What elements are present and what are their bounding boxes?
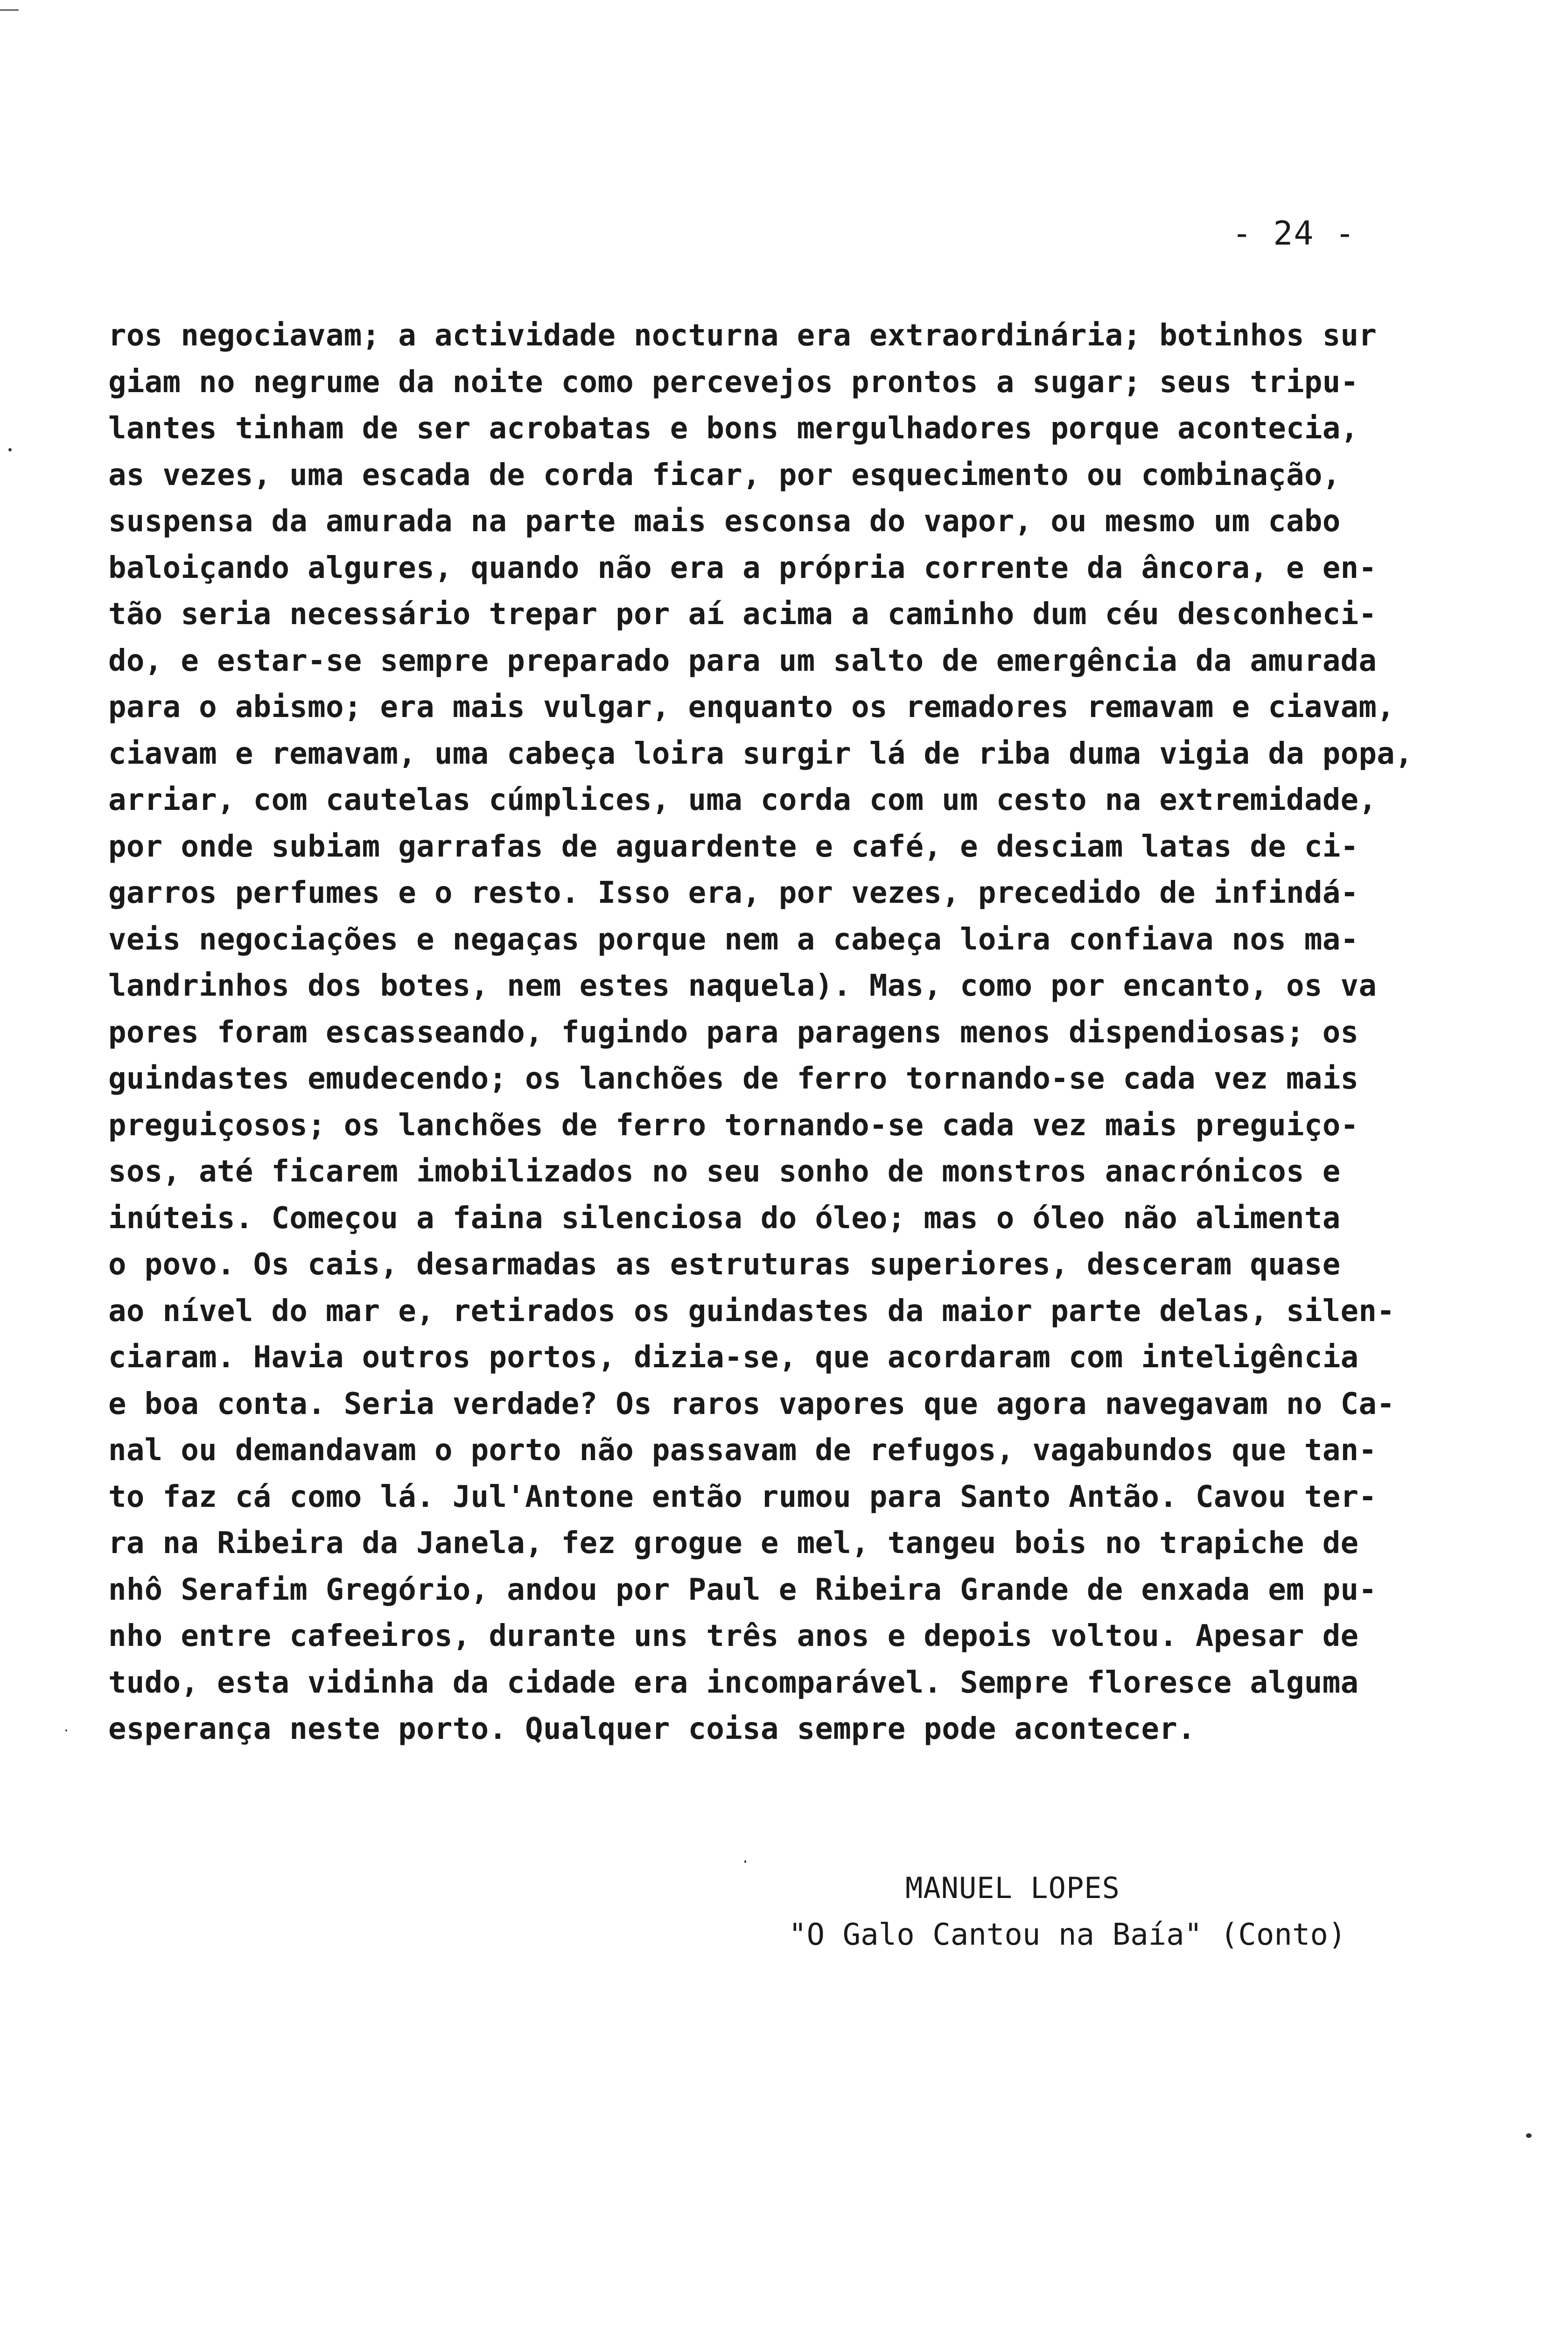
scan-speck-left-lower bbox=[65, 1729, 67, 1731]
signature-block bbox=[789, 1865, 1489, 1958]
text-line: ciavam e remavam, uma cabeça loira surgir lá de riba duma vigia da popa, bbox=[108, 736, 1413, 771]
page-number: - 24 - bbox=[1232, 214, 1356, 253]
text-line: landrinhos dos botes, nem estes naquela). Mas, como por encanto, os va bbox=[108, 969, 1377, 1003]
text-line: baloiçando algures, quando não era a própria corrente da âncora, e en- bbox=[108, 550, 1377, 585]
text-line: esperança neste porto. Qualquer coisa sempre pode acontecer. bbox=[108, 1712, 1196, 1746]
text-line: tudo, esta vidinha da cidade era incomparável. Sempre floresce alguma bbox=[108, 1665, 1359, 1700]
text-line: nho entre cafeeiros, durante uns três anos e depois voltou. Apesar de bbox=[108, 1619, 1359, 1653]
scan-speck-center bbox=[744, 1860, 746, 1863]
text-line: nhô Serafim Gregório, andou por Paul e Ribeira Grande de enxada em pu- bbox=[108, 1572, 1377, 1607]
text-line: tão seria necessário trepar por aí acima a caminho dum céu desconheci- bbox=[108, 597, 1377, 632]
text-line: ciaram. Havia outros portos, dizia-se, que acordaram com inteligência bbox=[108, 1340, 1359, 1375]
text-line: giam no negrume da noite como percevejos prontos a sugar; seus tripu- bbox=[108, 365, 1359, 400]
text-line: as vezes, uma escada de corda ficar, por esquecimento ou combinação, bbox=[108, 457, 1341, 492]
text-line: pores foram escasseando, fugindo para paragens menos dispendiosas; os bbox=[108, 1015, 1359, 1050]
scan-speck-right bbox=[1526, 2133, 1532, 2138]
text-line: para o abismo; era mais vulgar, enquanto os remadores remavam e ciavam, bbox=[108, 690, 1395, 724]
text-line: o povo. Os cais, desarmadas as estruturas superiores, desceram quase bbox=[108, 1247, 1341, 1282]
body-text bbox=[108, 313, 1480, 1753]
text-line: arriar, com cautelas cúmplices, uma corda com um cesto na extremidade, bbox=[108, 783, 1377, 817]
text-line: ao nível do mar e, retirados os guindastes da maior parte delas, silen- bbox=[108, 1294, 1395, 1329]
text-line: veis negociações e negaças porque nem a cabeça loira confiava nos ma- bbox=[108, 922, 1359, 957]
scan-mark-top-left bbox=[0, 9, 19, 11]
text-line: por onde subiam garrafas de aguardente e café, e desciam latas de ci- bbox=[108, 829, 1359, 864]
source-citation: "O Galo Cantou na Baía" (Conto) bbox=[789, 1918, 1346, 1952]
text-line: suspensa da amurada na parte mais esconsa do vapor, ou mesmo um cabo bbox=[108, 504, 1341, 539]
text-line: preguiçosos; os lanchões de ferro tornando-se cada vez mais preguiço- bbox=[108, 1108, 1359, 1143]
text-line: ros negociavam; a actividade nocturna era extraordinária; botinhos sur bbox=[108, 318, 1377, 353]
text-line: guindastes emudecendo; os lanchões de ferro tornando-se cada vez mais bbox=[108, 1062, 1359, 1096]
scan-speck-left bbox=[8, 448, 12, 451]
text-line: e boa conta. Seria verdade? Os raros vapores que agora navegavam no Ca- bbox=[108, 1386, 1395, 1421]
text-line: to faz cá como lá. Jul'Antone então rumou para Santo Antão. Cavou ter- bbox=[108, 1479, 1377, 1514]
author-name: MANUEL LOPES bbox=[905, 1871, 1120, 1905]
text-line: ra na Ribeira da Janela, fez grogue e mel, tangeu bois no trapiche de bbox=[108, 1526, 1359, 1561]
text-line: do, e estar-se sempre preparado para um salto de emergência da amurada bbox=[108, 643, 1377, 678]
text-line: garros perfumes e o resto. Isso era, por vezes, precedido de infindá- bbox=[108, 876, 1359, 910]
text-line: lantes tinham de ser acrobatas e bons mergulhadores porque acontecia, bbox=[108, 411, 1359, 446]
text-line: sos, até ficarem imobilizados no seu sonho de monstros anacrónicos e bbox=[108, 1154, 1341, 1189]
text-line: inúteis. Começou a faina silenciosa do óleo; mas o óleo não alimenta bbox=[108, 1201, 1341, 1236]
text-line: nal ou demandavam o porto não passavam de refugos, vagabundos que tan- bbox=[108, 1433, 1377, 1468]
